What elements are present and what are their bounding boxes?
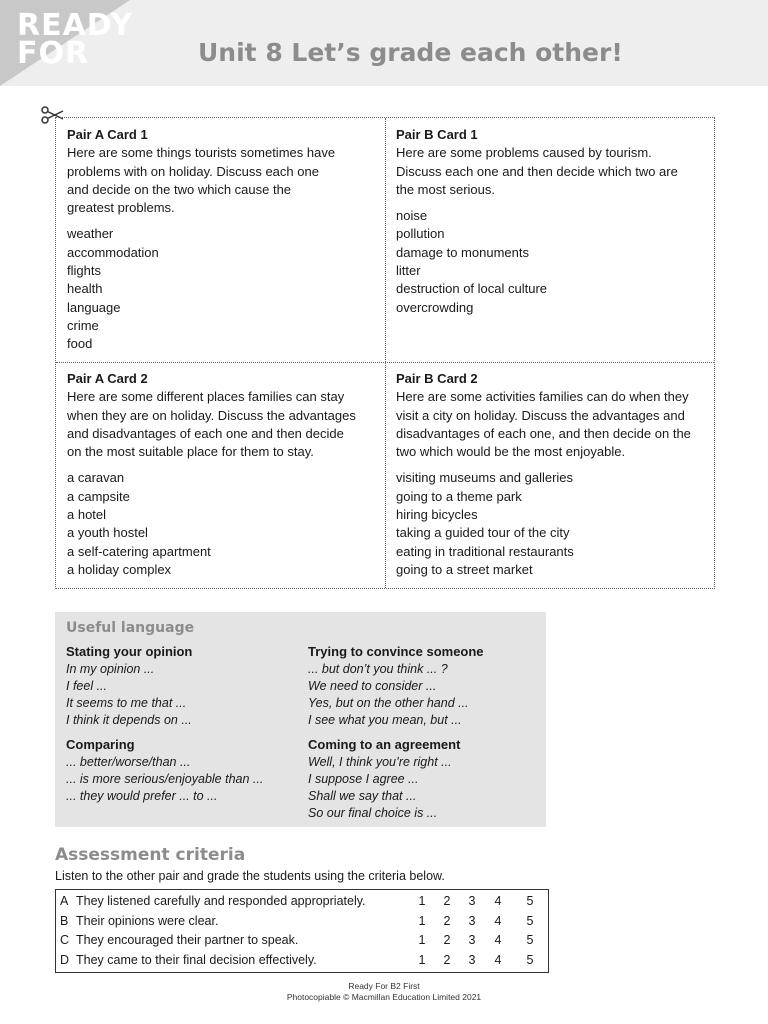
card-item-list	[67, 469, 383, 579]
grade-2[interactable]: 2	[443, 913, 451, 928]
logo-line-1: READY	[17, 8, 134, 43]
grade-5[interactable]: 5	[526, 894, 534, 908]
card-title: Pair A Card 2	[67, 371, 148, 386]
phrase-group-heading: Coming to an agreement	[308, 737, 461, 752]
list-item: a youth hostel	[67, 525, 148, 541]
list-item: hiring bicycles	[396, 507, 478, 523]
page-title: Unit 8 Let’s grade each other!	[198, 38, 623, 67]
list-item: destruction of local culture	[396, 281, 548, 297]
list-item: a hotel	[67, 507, 107, 523]
criteria-row	[56, 891, 550, 911]
instruction-line: visit a city on holiday. Discuss the advantages and	[396, 407, 685, 423]
phrase-list	[308, 754, 460, 822]
card-item-list	[67, 225, 379, 353]
list-item: weather	[67, 226, 114, 242]
footer	[0, 981, 768, 1003]
list-item: going to a theme park	[396, 488, 522, 504]
phrase-group-convincing	[308, 643, 484, 729]
card-title: Pair A Card 1	[67, 127, 148, 142]
phrase: ... is more serious/enjoyable than ...	[66, 772, 264, 786]
instruction-line: and disadvantages of each one and then decide	[67, 425, 344, 441]
card-pair-b-1	[396, 126, 712, 317]
list-item: noise	[396, 208, 428, 224]
phrase-list	[308, 661, 484, 729]
assessment-intro: Listen to the other pair and grade the students using the criteria below.	[55, 869, 445, 883]
grade-5[interactable]: 5	[526, 952, 534, 967]
list-item: a caravan	[67, 470, 125, 486]
grade-3[interactable]: 3	[468, 933, 476, 947]
list-item: food	[67, 336, 93, 352]
grade-3[interactable]: 3	[468, 913, 476, 928]
grade-1[interactable]: 1	[418, 913, 426, 928]
list-item: a holiday complex	[67, 561, 172, 577]
logo	[17, 8, 134, 71]
phrase: ... they would prefer ... to ...	[66, 789, 218, 803]
cut-out-cards	[55, 117, 715, 589]
instruction-line: Here are some things tourists sometimes have	[67, 145, 336, 161]
list-item: crime	[67, 317, 99, 333]
grade-1[interactable]: 1	[418, 952, 426, 967]
card-instructions	[396, 144, 712, 199]
footer-copyright: Photocopiable © Macmillan Education Limited 2021	[286, 992, 482, 1002]
phrase: I suppose I agree ...	[308, 772, 419, 786]
instruction-line: on the most suitable place for them to stay.	[67, 444, 314, 460]
grade-1[interactable]: 1	[418, 933, 426, 947]
criteria-table	[55, 889, 549, 973]
instruction-line: two which would be the most enjoyable.	[396, 444, 626, 460]
phrase-list	[66, 661, 192, 729]
assessment-title: Assessment criteria	[55, 845, 246, 865]
card-instructions	[67, 388, 383, 461]
card-title: Pair B Card 1	[396, 127, 478, 142]
grade-2[interactable]: 2	[443, 933, 451, 947]
card-instructions	[396, 388, 714, 461]
criteria-letter: A	[60, 894, 69, 908]
instruction-line: disadvantages of each one, and then decide on the	[396, 425, 691, 441]
logo-line-2: FOR	[17, 36, 90, 71]
instruction-line: greatest problems.	[67, 200, 175, 216]
grade-4[interactable]: 4	[494, 913, 502, 928]
card-item-list	[396, 207, 712, 317]
card-pair-a-2	[67, 370, 383, 579]
card-item-list	[396, 469, 714, 579]
phrase-group-agreement	[308, 736, 460, 822]
list-item: litter	[396, 263, 421, 279]
grade-5[interactable]: 5	[526, 913, 534, 928]
phrase: It seems to me that ...	[66, 696, 187, 710]
instruction-line: when they are on holiday. Discuss the advantages	[67, 407, 356, 423]
useful-language-box	[55, 612, 546, 827]
phrase: I feel ...	[66, 679, 107, 693]
list-item: damage to monuments	[396, 244, 529, 260]
phrase: We need to consider ...	[308, 679, 437, 693]
instruction-line: Here are some problems caused by tourism.	[396, 145, 652, 161]
list-item: a campsite	[67, 488, 130, 504]
criteria-text: They listened carefully and responded appropriately.	[76, 894, 366, 908]
list-item: accommodation	[67, 244, 159, 260]
phrase: I think it depends on ...	[66, 713, 192, 727]
card-divider-vertical	[385, 118, 386, 588]
criteria-row	[56, 930, 550, 950]
instruction-line: problems with on holiday. Discuss each one	[67, 163, 319, 179]
instruction-line: Here are some activities families can do when they	[396, 389, 689, 405]
grade-3[interactable]: 3	[468, 952, 476, 967]
list-item: overcrowding	[396, 299, 474, 315]
instruction-line: the most serious.	[396, 181, 495, 197]
grade-4[interactable]: 4	[494, 933, 502, 947]
instruction-line: and decide on the two which cause the	[67, 181, 292, 197]
list-item: taking a guided tour of the city	[396, 525, 570, 541]
phrase: ... but don’t you think ... ?	[308, 662, 448, 676]
grade-4[interactable]: 4	[494, 952, 502, 967]
grade-2[interactable]: 2	[443, 894, 451, 908]
criteria-text: They encouraged their partner to speak.	[76, 933, 299, 947]
instruction-line: Discuss each one and then decide which two are	[396, 163, 678, 179]
phrase: Well, I think you’re right ...	[308, 755, 452, 769]
phrase-group-stating-opinion	[66, 643, 192, 729]
phrase-list	[66, 754, 263, 805]
instruction-line: Here are some different places families can stay	[67, 389, 345, 405]
list-item: pollution	[396, 226, 445, 242]
list-item: going to a street market	[396, 561, 533, 577]
criteria-text: Their opinions were clear.	[76, 913, 219, 928]
grade-2[interactable]: 2	[443, 952, 451, 967]
phrase: Yes, but on the other hand ...	[308, 696, 469, 710]
criteria-letter: D	[60, 952, 70, 967]
card-pair-a-1	[67, 126, 379, 354]
card-instructions	[67, 144, 379, 217]
card-title: Pair B Card 2	[396, 371, 478, 386]
useful-language-title: Useful language	[66, 620, 195, 636]
phrase-group-comparing	[66, 736, 263, 805]
phrase: I see what you mean, but ...	[308, 713, 462, 727]
criteria-letter: C	[60, 933, 70, 947]
criteria-letter: B	[60, 913, 69, 928]
footer-book-title: Ready For B2 First	[348, 981, 420, 991]
phrase-group-heading: Comparing	[66, 737, 135, 752]
phrase: Shall we say that ...	[308, 789, 417, 803]
list-item: visiting museums and galleries	[396, 470, 574, 486]
phrase: In my opinion ...	[66, 662, 155, 676]
grade-5[interactable]: 5	[526, 933, 534, 947]
phrase: ... better/worse/than ...	[66, 755, 191, 769]
criteria-row	[56, 911, 550, 931]
phrase-group-heading: Trying to convince someone	[308, 644, 484, 659]
grade-1[interactable]: 1	[418, 894, 426, 908]
list-item: language	[67, 299, 121, 315]
list-item: a self-catering apartment	[67, 543, 211, 559]
grade-3[interactable]: 3	[468, 894, 476, 908]
list-item: flights	[67, 263, 101, 279]
grade-4[interactable]: 4	[494, 894, 502, 908]
criteria-text: They came to their final decision effectively.	[76, 952, 317, 967]
list-item: eating in traditional restaurants	[396, 543, 574, 559]
phrase-group-heading: Stating your opinion	[66, 644, 193, 659]
card-pair-b-2	[396, 370, 714, 579]
phrase: So our final choice is ...	[308, 806, 438, 820]
card-divider-horizontal	[56, 362, 714, 363]
criteria-row	[56, 950, 550, 970]
list-item: health	[67, 281, 103, 297]
